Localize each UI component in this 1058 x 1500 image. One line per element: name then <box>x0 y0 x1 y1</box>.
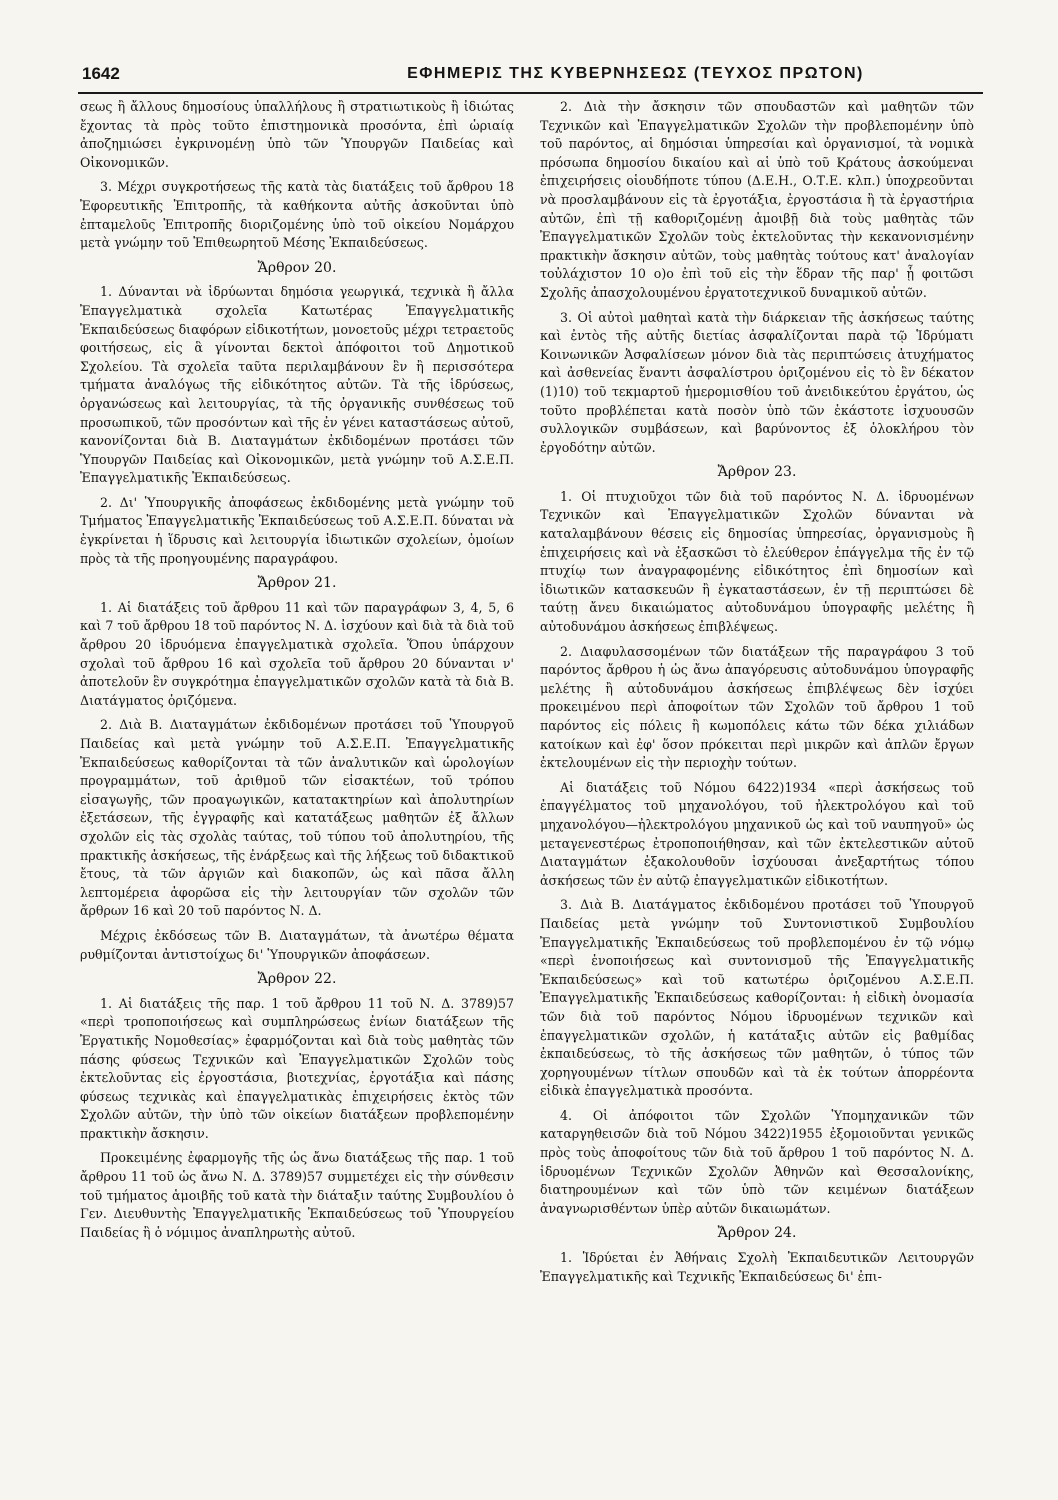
paragraph: 1. Ἱδρύεται ἐν Ἀθήναις Σχολὴ Ἐκπαιδευτικῶν Λειτουργῶν Ἐπαγγελματικῆς καὶ Τεχνικῆς Ἐκπαιδεύσεως δι' ἐπι- <box>540 1250 974 1284</box>
article-heading: Ἄρθρον 22. <box>257 971 337 988</box>
page-number: 1642 <box>82 64 120 83</box>
paragraph: 3. Οἱ αὐτοὶ μαθηταὶ κατὰ τὴν διάρκειαν τῆς ἀσκήσεως ταύτης καὶ ἐντὸς τῆς αὐτῆς διετίας ἀσφαλίζονται παρὰ τῷ Ἱδρύματι Κοινωνικῶν Ἀσφαλίσεων μόνον διὰ τὰς περιπτώσεις ἀτυχήματος καὶ ἀσθενείας ἔναντι ἀσφαλίστρου ὁριζομένου εἰς τὸ ἓν δέκατον (1)10) τοῦ τεκμαρτοῦ ἡμερομισθίου τοῦ ἀνειδικεύτου ἐργάτου, ὡς τοῦτο προβλέπεται κατὰ ποσὸν ὑπὸ τῶν ἑκάστοτε ἰσχυουσῶν συλλογικῶν συμβάσεων, καὶ βαρύνοντος ἐξ ὁλοκλήρου τὸν ἐργοδότην αὐτῶν. <box>540 309 974 455</box>
paragraph: Αἱ διατάξεις τοῦ Νόμου 6422)1934 «περὶ ἀσκήσεως τοῦ ἐπαγγέλματος τοῦ μηχανολόγου, τοῦ ἠλεκτρολόγου καὶ τοῦ μηχανολόγου—ἠλεκτρολόγου μηχανικοῦ ὡς καὶ τοῦ ναυπηγοῦ» ὡς μεταγενεστέρως ἐτροποποιήθησαν, καὶ τῶν ἐκτελεστικῶν αὐτοῦ Διαταγμάτων ἐξακολουθοῦν ἰσχύουσαι ἀνεξαρτήτως τόπου ἀσκήσεως τῶν ἐν αὐτῷ ἐπαγγελματικῶν εἰδικοτήτων. <box>540 779 974 888</box>
paragraph: 1. Οἱ πτυχιοῦχοι τῶν διὰ τοῦ παρόντος Ν. Δ. ἱδρυομένων Τεχνικῶν καὶ Ἐπαγγελματικῶν Σχολῶν δύνανται νὰ καταλαμβάνουν θέσεις εἰς δημοσίας ὑπηρεσίας, ὀργανισμοὺς ἢ ἐπιχειρήσεις καὶ νὰ ἐξασκῶσι τὸ ἐλεύθερον ἐπάγγελμα τῆς ἐν τῷ πτυχίῳ των ἀναγραφομένης εἰδικότητος ἐπὶ δημοσίων καὶ ἰδιωτικῶν κατασκευῶν ἢ ἐγκαταστάσεων, ἐν τῇ περιπτώσει δὲ ταύτῃ ἄνευ δικαιώματος αὐτοδυνάμου ὑπογραφῆς μελέτης ἢ αὐτοδυνάμου ἀσκήσεως ἐπιβλέψεως. <box>540 488 974 635</box>
article-heading: Ἄρθρον 24. <box>717 1225 797 1242</box>
paragraph: 1. Αἱ διατάξεις τῆς παρ. 1 τοῦ ἄρθρου 11 τοῦ Ν. Δ. 3789)57 «περὶ τροποποιήσεως καὶ συμπληρώσεως ἐνίων διατάξεων τῆς Ἐργατικῆς Νομοθεσίας» ἐφαρμόζονται καὶ διὰ τοὺς μαθητὰς τῶν πάσης φύσεως Τεχνικῶν καὶ Ἐπαγγελματικῶν Σχολῶν τοὺς ἐκτελοῦντας εἰς ἐργοστάσια, βιοτεχνίας, ἐργοτάξια καὶ πάσης φύσεως τεχνικὰς καὶ ἐπαγγελματικὰς ἐπιχειρήσεις ἐκτὸς τῶν Σχολῶν αὐτῶν, τὴν ὑπὸ τῶν οἰκείων διατάξεων προβλεπομένην πρακτικὴν ἄσκησιν. <box>80 995 514 1141</box>
running-title: ΕΦΗΜΕΡΙΣ ΤΗΣ ΚΥΒΕΡΝΗΣΕΩΣ (ΤΕΥΧΟΣ ΠΡΩΤΟΝ) <box>407 65 864 82</box>
paragraph: 2. Διὰ τὴν ἄσκησιν τῶν σπουδαστῶν καὶ μαθητῶν τῶν Τεχνικῶν καὶ Ἐπαγγελματικῶν Σχολῶν τὴν προβλεπομένην ὑπὸ τοῦ παρόντος, αἱ δημόσιαι ὑπηρεσίαι καὶ ὀργανισμοί, τὰ νομικὰ πρόσωπα δημοσίου δικαίου καὶ αἱ ὑπὸ τοῦ Κράτους ἀσκούμεναι ἐπιχειρήσεις οἱουδήποτε τύπου (Δ.Ε.Η., Ο.Τ.Ε. κλπ.) ὑποχρεοῦνται νὰ προσλαμβάνουν εἰς τὰ ἐργοτάξια, ἐργοστάσια ἢ τὰ ἐργαστήρια αὐτῶν, ἐπὶ τῇ καθοριζομένῃ ἀμοιβῇ διὰ τοὺς μαθητὰς τῶν Ἐπαγγελματικῶν Σχολῶν τοὺς ἐκτελοῦντας τὴν κεκανονισμένην πρακτικὴν ἄσκησιν αὐτῶν, τοὺς μαθητὰς τούτους κατ' ἀναλογίαν τοὐλάχιστον 10 ο)ο ἐπὶ τοῦ εἰς τὴν ἕδραν τῆς παρ' ᾗ φοιτῶσι Σχολῆς ἀπασχολουμένου ἐργατοτεχνικοῦ δυναμικοῦ αὐτῶν. <box>540 99 974 300</box>
paragraph: 4. Οἱ ἀπόφοιτοι τῶν Σχολῶν Ὑπομηχανικῶν τῶν καταργηθεισῶν διὰ τοῦ Νόμου 3422)1955 ἐξομοιοῦνται γενικῶς πρὸς τοὺς ἀποφοίτους τῶν διὰ τοῦ ἄρθρου 1 τοῦ παρόντος Ν. Δ. ἱδρυομένων Τεχνικῶν Σχολῶν Ἀθηνῶν καὶ Θεσσαλονίκης, διατηρουμένων καὶ τῶν ὑπὸ τῶν κειμένων διατάξεων ἀναγνωρισθέντων ὑπὲρ αὐτῶν δικαιωμάτων. <box>540 1107 974 1216</box>
left-column <box>80 98 514 1248</box>
paragraph: 3. Διὰ Β. Διατάγματος ἐκδιδομένου προτάσει τοῦ Ὑπουργοῦ Παιδείας μετὰ γνώμην τοῦ Συντονιστικοῦ Συμβουλίου Ἐπαγγελματικῆς Ἐκπαιδεύσεως τοῦ προβλεπομένου ἐν τῷ νόμῳ «περὶ ἑνοποιήσεως καὶ συντονισμοῦ τῆς Ἐπαγγελματικῆς Ἐκπαιδεύσεως» καὶ τοῦ κατωτέρω ὁριζομένου Α.Σ.Ε.Π. Ἐπαγγελματικῆς Ἐκπαιδεύσεως καθορίζονται: ἡ εἰδικὴ ὀνομασία τῶν διὰ τοῦ παρόντος Νόμου ἱδρυομένων τεχνικῶν καὶ ἐπαγγελματικῶν σχολῶν, ἡ κατάταξις αὐτῶν εἰς βαθμίδας ἐκπαιδεύσεως, τὸ τῆς ἀσκήσεως τῶν μαθητῶν, ὁ τύπος τῶν χορηγουμένων τίτλων σπουδῶν καὶ τὰ ἐκ τούτων ἀπορρέοντα εἰδικὰ ἐπαγγελματικὰ προσόντα. <box>540 897 974 1099</box>
paragraph: 1. Αἱ διατάξεις τοῦ ἄρθρου 11 καὶ τῶν παραγράφων 3, 4, 5, 6 καὶ 7 τοῦ ἄρθρου 18 τοῦ παρόντος Ν. Δ. ἰσχύουν καὶ διὰ τὰ διὰ τοῦ ἄρθρου 20 ἱδρυόμενα ἐπαγγελματικὰ σχολεῖα. Ὅπου ὑπάρχουν σχολαὶ τοῦ ἄρθρου 16 καὶ σχολεῖα τοῦ ἄρθρου 20 δύνανται ν' ἀποτελοῦν ἓν συγκρότημα ἐπαγγελματικῶν σχολῶν κατὰ τὰ διὰ Β. Διατάγματος ὁριζόμενα. <box>80 599 514 708</box>
paragraph: 2. Δι' Ὑπουργικῆς ἀποφάσεως ἐκδιδομένης μετὰ γνώμην τοῦ Τμήματος Ἐπαγγελματικῆς Ἐκπαιδεύσεως τοῦ Α.Σ.Ε.Π. δύναται νὰ ἐγκρίνεται ἡ ἵδρυσις καὶ λειτουργία ἰδιωτικῶν σχολείων, ὁμοίων πρὸς τὰ τῆς προηγουμένης παραγράφου. <box>80 494 514 566</box>
paragraph: 2. Διὰ Β. Διαταγμάτων ἐκδιδομένων προτάσει τοῦ Ὑπουργοῦ Παιδείας καὶ μετὰ γνώμην τοῦ Α.Σ.Ε.Π. Ἐπαγγελματικῆς Ἐκπαιδεύσεως καθορίζονται τὰ τῶν ἀναλυτικῶν καὶ ὡρολογίων προγραμμάτων, τοῦ ἀριθμοῦ τῶν εἰσακτέων, τοῦ τρόπου εἰσαγωγῆς, τῶν προαγωγικῶν, κατατακτηρίων καὶ ἀπολυτηρίων ἐξετάσεων, τῆς ἐγγραφῆς καὶ κατατάξεως μαθητῶν ἐξ ἄλλων σχολῶν εἰς τὰς σχολὰς ταύτας, τοῦ τύπου τοῦ ἀπολυτηρίου, τῆς πρακτικῆς ἀσκήσεως, τῆς ἐνάρξεως καὶ τῆς λήξεως τοῦ διδακτικοῦ ἔτους, τὰ τῶν ἀργιῶν καὶ διακοπῶν, ὡς καὶ πᾶσα ἄλλη λεπτομέρεια ἀφορῶσα εἰς τὴν λειτουργίαν τῶν σχολῶν τῶν ἄρθρων 16 καὶ 20 τοῦ παρόντος Ν. Δ. <box>80 717 514 919</box>
page-header <box>78 62 983 94</box>
article-heading: Ἄρθρον 20. <box>257 259 337 276</box>
article-heading: Ἄρθρον 21. <box>257 575 337 592</box>
paragraph: 1. Δύνανται νὰ ἱδρύωνται δημόσια γεωργικά, τεχνικὰ ἢ ἄλλα Ἐπαγγελματικὰ σχολεῖα Κατωτέρας Ἐπαγγελματικῆς Ἐκπαιδεύσεως διαφόρων εἰδικοτήτων, μονοετοῦς μέχρι τετραετοῦς φοιτήσεως, εἰς ἃ γίνονται δεκτοὶ ἀπόφοιτοι τοῦ Δημοτικοῦ Σχολείου. Τὰ σχολεῖα ταῦτα περιλαμβάνουν ἓν ἢ περισσότερα τμήματα ἀναλόγως τῆς εἰδικότητος αὐτῶν. Τὰ τῆς ἱδρύσεως, ὀργανώσεως καὶ λειτουργίας, τὰ τῆς ὀργανικῆς συνθέσεως τοῦ προσωπικοῦ, τῶν προσόντων καὶ τῆς ἐν γένει καταστάσεως αὐτοῦ, κανονίζονται διὰ Β. Διαταγμάτων ἐκδιδομένων προτάσει τῶν Ὑπουργῶν Παιδείας καὶ Οἰκονομικῶν, μετὰ γνώμην τοῦ Α.Σ.Ε.Π. Ἐπαγγελματικῆς Ἐκπαιδεύσεως. <box>80 284 514 486</box>
paragraph: Μέχρις ἐκδόσεως τῶν Β. Διαταγμάτων, τὰ ἀνωτέρω θέματα ρυθμίζονται ἀντιστοίχως δι' Ὑπουργικῶν ἀποφάσεων. <box>80 927 514 962</box>
paragraph: 2. Διαφυλασσομένων τῶν διατάξεων τῆς παραγράφου 3 τοῦ παρόντος ἄρθρου ἡ ὡς ἄνω ἀπαγόρευσις αὐτοδυνάμου ὑπογραφῆς μελέτης ἢ αὐτοδυνάμου ἀσκήσεως ἐπιβλέψεως δὲν ἰσχύει προκειμένου περὶ ἀποφοίτων τῶν Σχολῶν τοῦ ἄρθρου 1 τοῦ παρόντος εἰς πόλεις ἢ κωμοπόλεις κάτω τῶν δέκα χιλιάδων κατοίκων καὶ ἐφ' ὅσον πρόκειται περὶ μικρῶν καὶ ἁπλῶν ἔργων ἐκτελουμένων εἰς τὴν περιοχὴν τούτων. <box>540 643 974 771</box>
paragraph: Προκειμένης ἐφαρμογῆς τῆς ὡς ἄνω διατάξεως τῆς παρ. 1 τοῦ ἄρθρου 11 τοῦ ὡς ἄνω Ν. Δ. 3789)57 συμμετέχει εἰς τὴν σύνθεσιν τοῦ τμήματος ἁμοιβῆς τοῦ κατὰ τὴν διάταξιν ταύτης Συμβουλίου ὁ Γεν. Διευθυντὴς Ἐπαγγελματικῆς Ἐκπαιδεύσεως τοῦ Ὑπουργείου Παιδείας ἢ ὁ νόμιμος ἀναπληρωτὴς αὐτοῦ. <box>80 1150 514 1240</box>
paragraph: σεως ἢ ἄλλους δημοσίους ὑπαλλήλους ἢ στρατιωτικοὺς ἢ ἰδιώτας ἔχοντας τὰ πρὸς τοῦτο ἐπιστημονικὰ προσόντα, ἐπὶ ὡριαίᾳ ἀποζημιώσει ἐγκρινομένῃ ὑπὸ τῶν Ὑπουργῶν Παιδείας καὶ Οἰκονομικῶν. <box>80 99 514 170</box>
paragraph: 3. Μέχρι συγκροτήσεως τῆς κατὰ τὰς διατάξεις τοῦ ἄρθρου 18 Ἐφορευτικῆς Ἐπιτροπῆς, τὰ καθήκοντα αὐτῆς ἀσκοῦνται ὑπὸ ἐπταμελοῦς Ἐπιτροπῆς διοριζομένης ὑπὸ τοῦ οἰκείου Νομάρχου μετὰ γνώμην τοῦ Ἐπιθεωρητοῦ Μέσης Ἐκπαιδεύσεως. <box>80 179 514 251</box>
article-heading: Ἄρθρον 23. <box>717 464 797 481</box>
right-column <box>540 98 974 1292</box>
